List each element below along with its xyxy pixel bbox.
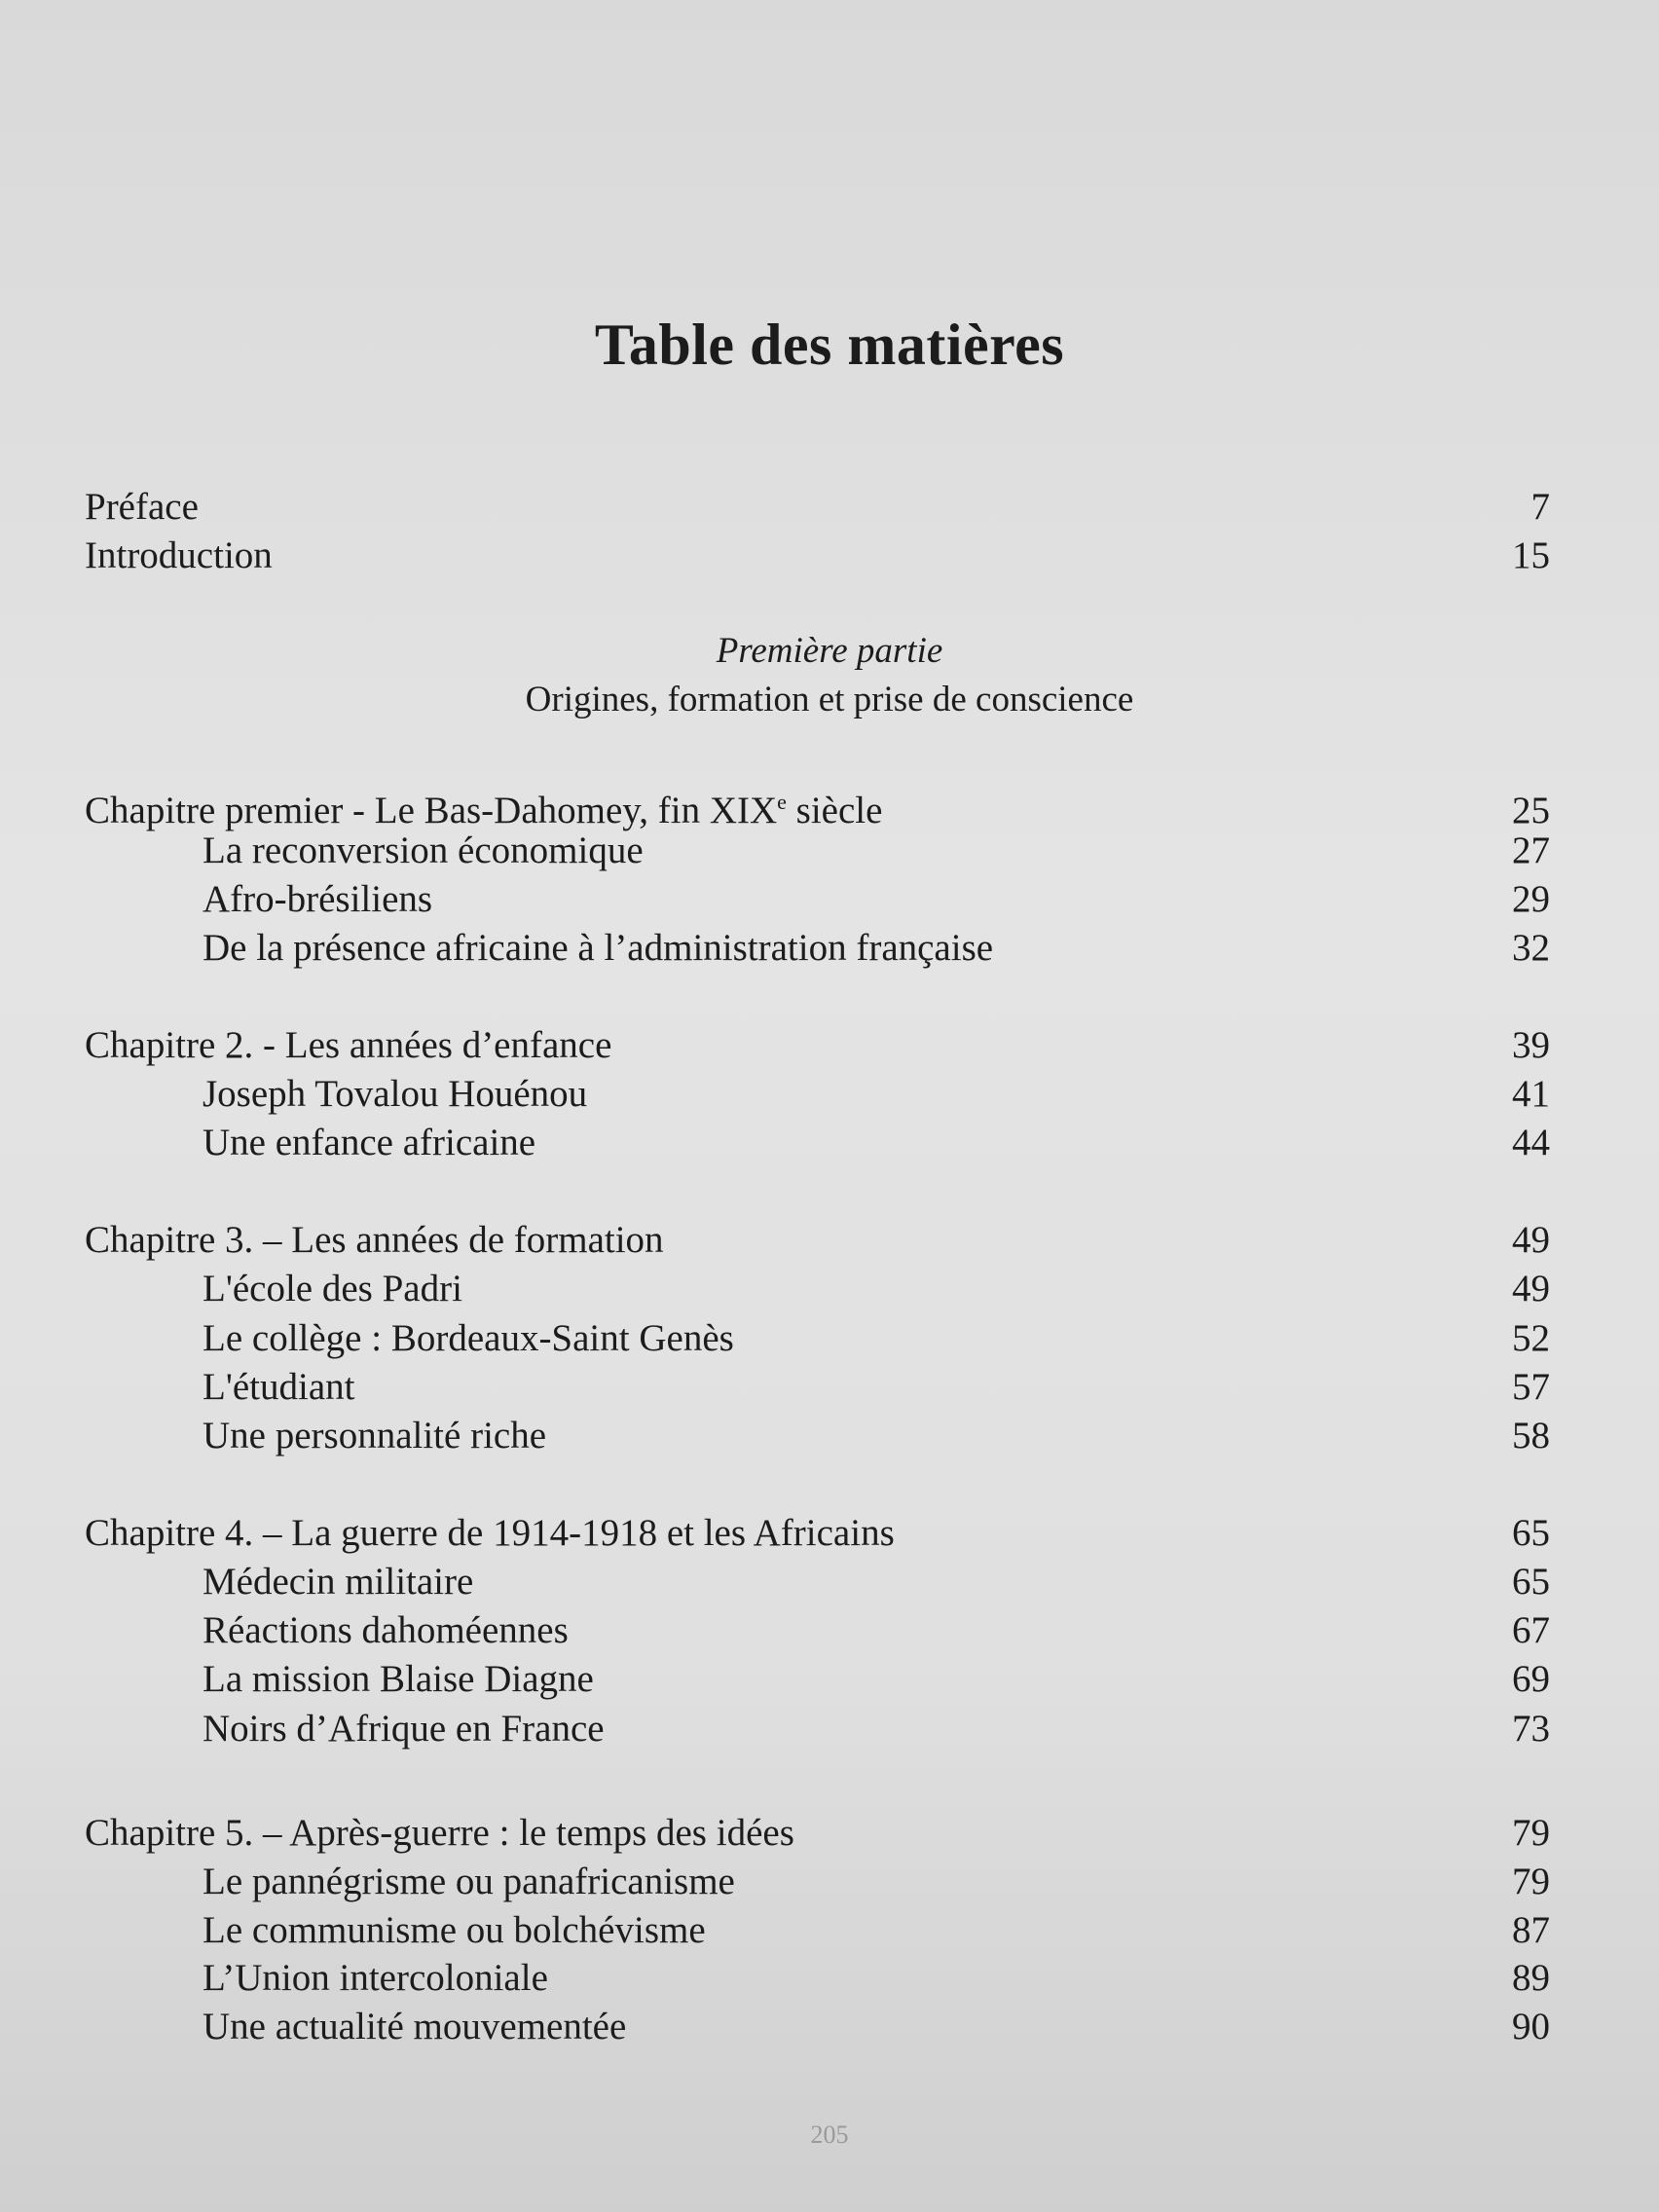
- toc-entry-label: Introduction: [85, 535, 273, 576]
- section-entry: [203, 2003, 1550, 2051]
- toc-entry-page: 7: [1530, 486, 1550, 528]
- section-label: Joseph Tovalou Houénou: [203, 1073, 588, 1115]
- chapter-title: Chapitre 5. – Après-guerre : le temps des idées: [85, 1812, 794, 1854]
- section-label: L’Union intercoloniale: [203, 1957, 548, 1999]
- section-page: 44: [1512, 1122, 1550, 1163]
- section-label: Médecin militaire: [203, 1561, 474, 1603]
- section-page: 87: [1512, 1909, 1550, 1951]
- section-label: De la présence africaine à l’administration française: [203, 927, 994, 969]
- section-page: 41: [1512, 1073, 1550, 1115]
- section-entry: [203, 1558, 1550, 1606]
- chapter-page: 79: [1512, 1812, 1550, 1854]
- section-page: 32: [1512, 927, 1550, 969]
- section-label: La mission Blaise Diagne: [203, 1658, 594, 1700]
- section-label: Une actualité mouvementée: [203, 2006, 627, 2047]
- section-entry: [203, 1954, 1550, 2003]
- chapter-5-heading: [85, 1809, 1550, 1858]
- section-page: 69: [1512, 1658, 1550, 1700]
- section-entry: [203, 1412, 1550, 1460]
- section-page: 79: [1512, 1861, 1550, 1902]
- toc-entry-label: Préface: [85, 486, 199, 528]
- section-entry: [203, 1906, 1550, 1955]
- section-label: Une personnalité riche: [203, 1415, 547, 1456]
- section-page: 73: [1512, 1708, 1550, 1750]
- section-entry: [203, 1070, 1550, 1119]
- section-label: Le communisme ou bolchévisme: [203, 1909, 706, 1951]
- section-label: Afro-brésiliens: [203, 878, 433, 920]
- chapter-title: Chapitre 4. – La guerre de 1914-1918 et les Africains: [85, 1512, 895, 1554]
- chapter-2-heading: [85, 1021, 1550, 1070]
- section-entry: [203, 827, 1550, 875]
- section-label: Réactions dahoméennes: [203, 1609, 569, 1651]
- chapter-page: 39: [1512, 1024, 1550, 1066]
- section-entry: [203, 924, 1550, 973]
- section-label: L'école des Padri: [203, 1268, 462, 1309]
- chapter-page: 65: [1512, 1512, 1550, 1554]
- section-page: 29: [1512, 878, 1550, 920]
- chapter-title: Chapitre 2. - Les années d’enfance: [85, 1024, 612, 1066]
- section-entry: [203, 1655, 1550, 1704]
- section-page: 52: [1512, 1317, 1550, 1359]
- section-page: 27: [1512, 830, 1550, 871]
- section-entry: [203, 1705, 1550, 1753]
- section-entry: [203, 1858, 1550, 1906]
- section-label: La reconversion économique: [203, 830, 644, 871]
- chapter-3-heading: [85, 1216, 1550, 1265]
- part-title: Origines, formation et prise de conscience: [525, 680, 1134, 719]
- section-page: 57: [1512, 1366, 1550, 1408]
- section-label: Une enfance africaine: [203, 1122, 536, 1163]
- section-page: 49: [1512, 1268, 1550, 1309]
- chapter-page: 25: [1512, 790, 1550, 831]
- section-label: L'étudiant: [203, 1366, 355, 1408]
- section-entry: [203, 1119, 1550, 1167]
- page-title: Table des matières: [594, 313, 1065, 377]
- section-page: 58: [1512, 1415, 1550, 1456]
- toc-entry-preface: [85, 483, 1550, 532]
- toc-entry-introduction: [85, 532, 1550, 580]
- section-label: Le pannégrisme ou panafricanisme: [203, 1861, 735, 1902]
- section-entry: [203, 1265, 1550, 1313]
- section-entry: [203, 1363, 1550, 1412]
- section-page: 90: [1512, 2006, 1550, 2047]
- section-page: 89: [1512, 1957, 1550, 1999]
- section-label: Noirs d’Afrique en France: [203, 1708, 605, 1750]
- part-label: Première partie: [716, 631, 943, 671]
- century-roman-numeral: XIX: [709, 790, 778, 831]
- section-entry: [203, 1314, 1550, 1363]
- toc-entry-page: 15: [1512, 535, 1550, 576]
- chapter-title: Chapitre 3. – Les années de formation: [85, 1219, 664, 1261]
- chapter-4-heading: [85, 1509, 1550, 1558]
- section-label: Le collège : Bordeaux-Saint Genès: [203, 1317, 734, 1359]
- chapter-title: Chapitre premier - Le Bas-Dahomey, fin XIXe siècle: [85, 790, 883, 831]
- section-page: 67: [1512, 1609, 1550, 1651]
- chapter-page: 49: [1512, 1219, 1550, 1261]
- page-number: 205: [810, 2120, 849, 2149]
- section-page: 65: [1512, 1561, 1550, 1603]
- section-entry: [203, 1606, 1550, 1655]
- section-entry: [203, 875, 1550, 924]
